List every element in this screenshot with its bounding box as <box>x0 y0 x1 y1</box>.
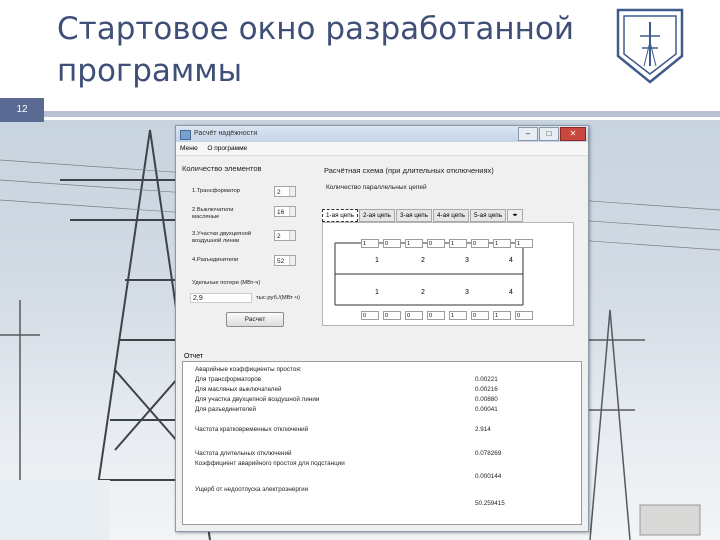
scheme-bottom-node: 3 <box>465 289 469 296</box>
scheme-bottom-node: 2 <box>421 289 425 296</box>
scheme-bottom-spinner[interactable]: 0 <box>427 311 445 320</box>
scheme-bottom-spinner[interactable]: 0 <box>405 311 423 320</box>
scheme-bottom-spinner[interactable]: 1 <box>449 311 467 320</box>
scheme-top-spinner[interactable]: 1 <box>405 239 423 248</box>
scheme-top-spinner[interactable]: 0 <box>383 239 401 248</box>
report-title: Отчет <box>184 353 204 360</box>
scheme-bottom-spinner[interactable]: 1 <box>493 311 511 320</box>
report-row-value: 0.00221 <box>475 376 498 383</box>
calculate-button[interactable]: Расчет <box>226 312 284 327</box>
report-row-value: 50.259415 <box>475 500 505 507</box>
scheme-top-node: 1 <box>375 257 379 264</box>
report-row-value: 0.00216 <box>475 386 498 393</box>
scheme-bottom-spinner[interactable]: 0 <box>515 311 533 320</box>
chains-tabs <box>322 209 523 222</box>
scheme-bottom-spinner[interactable]: 0 <box>471 311 489 320</box>
scheme-top-spinner[interactable]: 0 <box>471 239 489 248</box>
elements-group <box>182 164 316 326</box>
report-textbox[interactable] <box>182 361 582 525</box>
header-divider <box>44 111 720 117</box>
scheme-bottom-spinner[interactable]: 0 <box>361 311 379 320</box>
chains-count-label: Количество параллельных цепей <box>326 184 427 191</box>
scheme-bottom-node: 4 <box>509 289 513 296</box>
loss-input[interactable]: 2,9 <box>190 293 252 303</box>
app-icon <box>180 130 191 140</box>
scheme-diagram <box>322 222 574 326</box>
scheme-bottom-node: 1 <box>375 289 379 296</box>
page-number-badge: 12 <box>0 98 44 122</box>
disconnectors-count-spinner[interactable]: 52 <box>274 255 296 266</box>
tab-chain-1[interactable]: 1-ая цепь <box>322 209 358 222</box>
report-row-value: 0.000144 <box>475 473 502 480</box>
menu-item-about[interactable]: О программе <box>207 145 248 152</box>
maximize-button[interactable]: □ <box>539 127 559 141</box>
report-row-label: Коэффициент аварийного простоя для подстанции <box>195 460 345 467</box>
loss-unit-label: тыс.руб./(МВт·ч) <box>256 295 300 301</box>
window-title: Расчёт надёжности <box>194 130 258 137</box>
university-emblem-icon <box>614 6 686 86</box>
scheme-top-node: 3 <box>465 257 469 264</box>
menu-item-menu[interactable]: Меню <box>180 145 198 152</box>
report-row-label: Частота кратковременных отключений <box>195 426 309 433</box>
scheme-group-title: Расчётная схема (при длительных отключениях) <box>324 166 494 175</box>
field-label-transformer: 1.Трансформатор <box>192 188 240 194</box>
scheme-top-node: 4 <box>509 257 513 264</box>
elements-group-title: Количество элементов <box>182 164 262 173</box>
window-titlebar[interactable] <box>176 126 588 142</box>
report-row-label: Для разъединителей <box>195 406 257 413</box>
tab-chain-2[interactable]: 2-ая цепь <box>359 209 395 222</box>
scheme-top-spinner[interactable]: 1 <box>515 239 533 248</box>
field-label-line-sections: 3.Участки двухцепной воздушной линии <box>192 231 252 244</box>
report-group <box>182 353 580 523</box>
tab-chain-4[interactable]: 4-ая цепь <box>433 209 469 222</box>
report-row-label: Аварийные коэффициенты простоя: <box>195 366 302 373</box>
scheme-top-spinner[interactable]: 1 <box>449 239 467 248</box>
report-row-value: 0.00041 <box>475 406 498 413</box>
scheme-top-spinner[interactable]: 1 <box>493 239 511 248</box>
breakers-count-spinner[interactable]: 16 <box>274 206 296 217</box>
scheme-top-spinner[interactable]: 1 <box>361 239 379 248</box>
line-sections-count-spinner[interactable]: 2 <box>274 230 296 241</box>
report-row-value: 0.00880 <box>475 396 498 403</box>
loss-label: Удельные потери (МВт-ч) <box>192 280 261 286</box>
scheme-top-spinner[interactable]: 0 <box>427 239 445 248</box>
report-row-label: Для масляных выключателей <box>195 386 282 393</box>
tab-scroll-arrows[interactable]: ◂▸ <box>507 209 523 222</box>
report-row-label: Ущерб от недоотпуска электроэнергии <box>195 486 309 493</box>
field-label-disconnectors: 4.Разъединители <box>192 257 239 263</box>
transformer-count-spinner[interactable]: 2 <box>274 186 296 197</box>
scheme-top-node: 2 <box>421 257 425 264</box>
report-row-value: 0.078269 <box>475 450 502 457</box>
report-row-label: Для участка двухцепной воздушной линии <box>195 396 320 403</box>
field-label-breakers: 2.Выключатели масляные <box>192 207 234 220</box>
tab-chain-5[interactable]: 5-ая цепь <box>470 209 506 222</box>
report-row-label: Для трансформаторов <box>195 376 262 383</box>
minimize-button[interactable]: – <box>518 127 538 141</box>
scheme-bottom-spinner[interactable]: 0 <box>383 311 401 320</box>
close-button[interactable]: ✕ <box>560 127 586 141</box>
app-window <box>175 125 589 532</box>
slide-title: Стартовое окно разработанной программы <box>57 11 574 89</box>
report-row-value: 2.914 <box>475 426 491 433</box>
tab-chain-3[interactable]: 3-ая цепь <box>396 209 432 222</box>
report-row-label: Частота длительных отключений <box>195 450 292 457</box>
menu-bar <box>176 142 588 156</box>
